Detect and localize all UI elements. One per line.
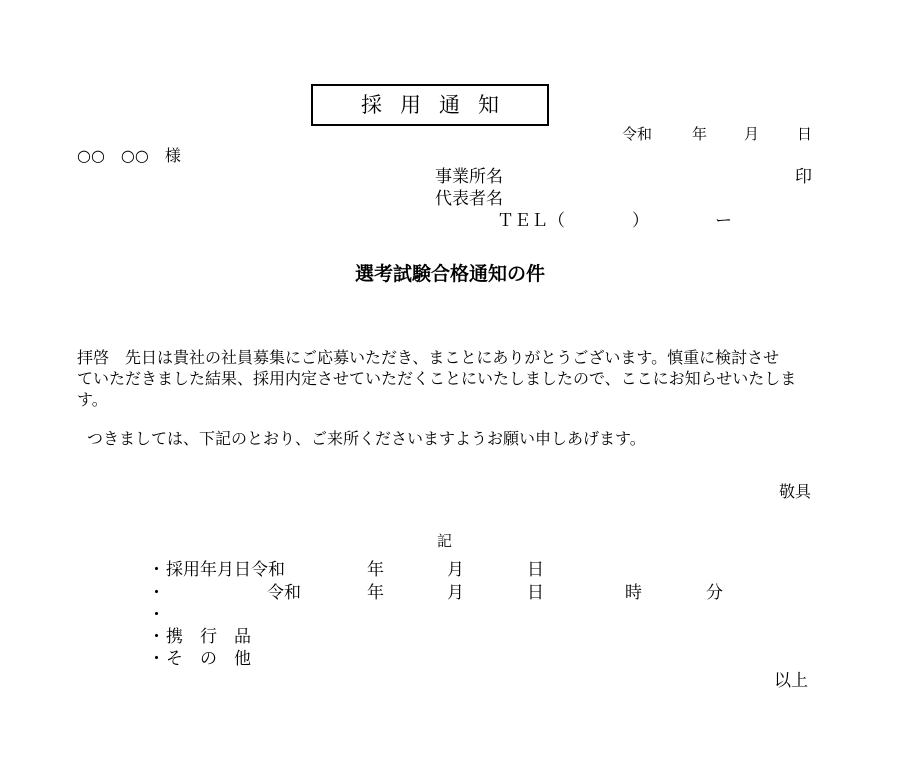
seal-mark: 印 xyxy=(795,167,812,187)
recipient-name: ○○ ○○ 様 xyxy=(77,146,181,165)
date-year: 年 xyxy=(692,125,708,143)
body-line-3: す。 xyxy=(77,390,108,409)
closing-keigu: 敬具 xyxy=(779,482,812,501)
body-paragraph-2: つきましては、下記のとおり、ご来所くださいますようお願い申しあげます。 xyxy=(87,429,646,448)
hire-date-day: 日 xyxy=(527,560,544,580)
tel-label: ＴＥＬ（ xyxy=(497,211,565,231)
bullet: ・ xyxy=(148,649,165,669)
visit-era: 令和 xyxy=(267,583,301,603)
visit-month: 月 xyxy=(447,583,464,603)
end-mark: 以上 xyxy=(774,671,808,691)
others-label: そ の 他 xyxy=(166,649,251,669)
bullet: ・ xyxy=(148,583,165,603)
bullet: ・ xyxy=(148,605,165,625)
body-line-2: ていただきました結果、採用内定させていただくことにいたしましたので、ここにお知らせいたしま xyxy=(77,369,797,388)
body-line-1: 拝啓 先日は貴社の社員募集にご応募いただき、まことにありがとうございます。慎重に検討させ xyxy=(77,348,780,367)
visit-minute: 分 xyxy=(706,583,723,603)
hire-date-month: 月 xyxy=(447,560,464,580)
visit-hour: 時 xyxy=(625,583,642,603)
hire-date-era: 令和 xyxy=(251,560,285,580)
office-name-label: 事業所名 xyxy=(435,167,503,187)
representative-label: 代表者名 xyxy=(435,189,503,209)
subject-heading: 選考試験合格通知の件 xyxy=(354,263,545,285)
title-box xyxy=(311,84,549,126)
hire-date-label: 採用年月日 xyxy=(166,560,251,580)
document-title: 採用通知 xyxy=(361,92,517,117)
hire-date-year: 年 xyxy=(367,560,384,580)
belongings-label: 携 行 品 xyxy=(166,627,251,647)
visit-day: 日 xyxy=(527,583,544,603)
date-era: 令和 xyxy=(622,125,653,143)
date-month: 月 xyxy=(744,125,760,143)
bullet: ・ xyxy=(148,627,165,647)
bullet: ・ xyxy=(148,560,165,580)
tel-dash: ー xyxy=(715,211,732,231)
date-day: 日 xyxy=(797,125,813,143)
ki-mark: 記 xyxy=(437,532,453,550)
visit-year: 年 xyxy=(367,583,384,603)
tel-close-paren: ） xyxy=(632,211,649,231)
